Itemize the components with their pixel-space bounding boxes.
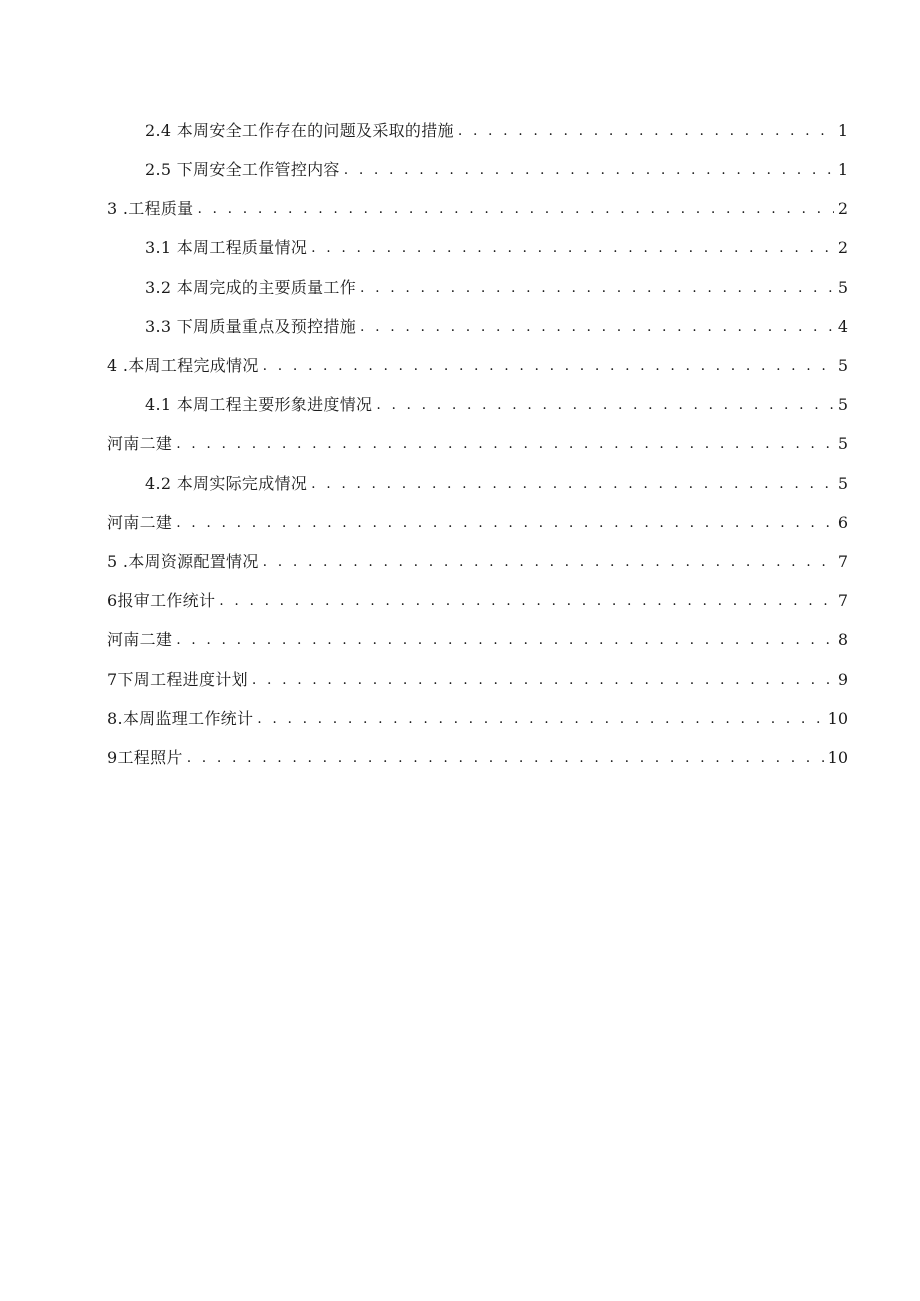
toc-page-number: 10 — [827, 748, 848, 767]
toc-entry-title: 4.1 本周工程主要形象进度情况 — [145, 395, 373, 414]
toc-page-number: 7 — [837, 591, 848, 610]
toc-entry[interactable] — [145, 117, 848, 141]
toc-entry-title: 2.4 本周安全工作存在的问题及采取的措施 — [145, 121, 454, 140]
toc-dot-leader — [344, 161, 834, 179]
toc-dot-leader — [257, 710, 823, 728]
toc-page-number: 5 — [837, 278, 848, 297]
toc-dot-leader — [311, 239, 834, 257]
toc-entry[interactable] — [107, 744, 848, 768]
toc-entry[interactable] — [145, 274, 848, 298]
toc-page-number: 9 — [837, 670, 848, 689]
toc-dot-leader — [176, 631, 834, 649]
toc-page-number: 5 — [837, 395, 848, 414]
toc-page-number: 2 — [837, 238, 848, 257]
toc-entry-title: 4 .本周工程完成情况 — [107, 356, 259, 375]
toc-dot-leader — [176, 514, 834, 532]
toc-dot-leader — [219, 592, 834, 610]
toc-page-number: 10 — [827, 709, 848, 728]
toc-dot-leader — [311, 475, 834, 493]
toc-dot-leader — [458, 122, 834, 140]
toc-entry-title: 3.3 下周质量重点及预控措施 — [145, 317, 357, 336]
toc-page-number: 2 — [837, 199, 848, 218]
toc-dot-leader — [263, 357, 834, 375]
toc-entry[interactable] — [107, 430, 848, 454]
toc-entry[interactable] — [145, 391, 848, 415]
toc-dot-leader — [360, 318, 834, 336]
toc-entry[interactable] — [145, 470, 848, 494]
toc-entry-title: 2.5 下周安全工作管控内容 — [145, 160, 340, 179]
toc-page-number: 4 — [837, 317, 848, 336]
toc-entry-title: 河南二建 — [107, 434, 173, 453]
toc-dot-leader — [252, 671, 834, 689]
toc-entry-title: 6报审工作统计 — [107, 591, 216, 610]
toc-entry-title: 9工程照片 — [107, 748, 183, 767]
toc-entry[interactable] — [107, 705, 848, 729]
toc-entry-title: 7下周工程进度计划 — [107, 670, 248, 689]
toc-page-number: 1 — [837, 160, 848, 179]
toc-entry[interactable] — [107, 352, 848, 376]
toc-entry-title: 8.本周监理工作统计 — [107, 709, 254, 728]
toc-entry[interactable] — [107, 666, 848, 690]
toc-page-number: 5 — [837, 356, 848, 375]
toc-entry[interactable] — [107, 587, 848, 611]
toc-entry-title: 河南二建 — [107, 630, 173, 649]
toc-dot-leader — [197, 200, 833, 218]
toc-dot-leader — [376, 396, 833, 414]
toc-page-number: 7 — [837, 552, 848, 571]
toc-entry[interactable] — [145, 156, 848, 180]
toc-entry-title: 4.2 本周实际完成情况 — [145, 474, 308, 493]
toc-entry[interactable] — [145, 313, 848, 337]
toc-dot-leader — [176, 435, 834, 453]
toc-entry[interactable] — [145, 234, 848, 258]
toc-dot-leader — [263, 553, 834, 571]
toc-entry-title: 5 .本周资源配置情况 — [107, 552, 259, 571]
toc-dot-leader — [187, 749, 824, 767]
toc-page-number: 1 — [837, 121, 848, 140]
toc-entry-title: 3.2 本周完成的主要质量工作 — [145, 278, 357, 297]
toc-entry-title: 河南二建 — [107, 513, 173, 532]
toc-page-number: 5 — [837, 434, 848, 453]
toc-entry-title: 3.1 本周工程质量情况 — [145, 238, 308, 257]
toc-dot-leader — [360, 279, 834, 297]
toc-entry-title: 3 .工程质量 — [107, 199, 194, 218]
toc-page-number: 5 — [837, 474, 848, 493]
toc-entry[interactable] — [107, 548, 848, 572]
toc-entry[interactable] — [107, 626, 848, 650]
toc-entry[interactable] — [107, 509, 848, 533]
toc-entry[interactable] — [107, 195, 848, 219]
toc-page-number: 8 — [837, 630, 848, 649]
toc-page-number: 6 — [837, 513, 848, 532]
